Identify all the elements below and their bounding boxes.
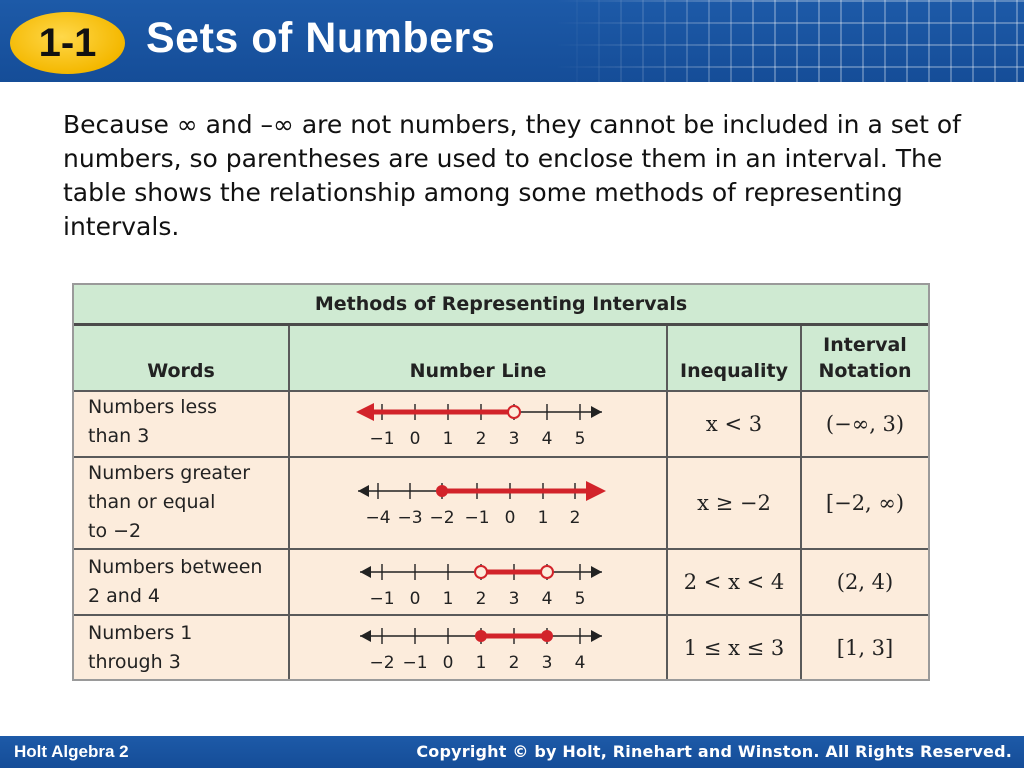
row-4-inequality: 1 ≤ x ≤ 3 [683, 636, 785, 660]
axis-arrow-right [591, 406, 602, 418]
tick-label: 5 [574, 429, 586, 449]
open-endpoint [541, 566, 553, 578]
tick-label: −1 [369, 429, 395, 449]
tick-label: 1 [442, 429, 454, 449]
tick-label: 3 [508, 429, 520, 449]
tick-label: 3 [541, 653, 553, 673]
footer-copyright: Copyright © by Holt, Rinehart and Winston. All Rights Reserved. [416, 742, 1012, 761]
header-bar [0, 0, 1024, 82]
axis-arrow-left [358, 485, 369, 497]
column-header-number-line: Number Line [290, 326, 666, 392]
footer-book-title: Holt Algebra 2 [14, 742, 129, 761]
column-header-interval-notation: Interval Notation [802, 326, 928, 392]
axis-arrow-right [591, 566, 602, 578]
tick-label: 4 [574, 653, 586, 673]
row-4-words: Numbers 1 through 3 [88, 622, 193, 673]
row-4-number-line [290, 616, 666, 680]
intro-paragraph: Because ∞ and –∞ are not numbers, they cannot be included in a set of numbers, so parentheses are used to enclose them in an interval. The table shows the relationship among some methods of representing intervals. [63, 110, 961, 241]
tick-label: 1 [537, 508, 549, 528]
row-2-inequality: x ≥ −2 [697, 491, 771, 515]
header-grid-decoration [554, 0, 1024, 82]
tick-label: −2 [369, 653, 395, 673]
tick-label: 1 [442, 589, 454, 609]
closed-endpoint [475, 630, 487, 642]
row-2-number-line [290, 465, 666, 545]
tick-label: 2 [508, 653, 520, 673]
tick-label: 4 [541, 589, 553, 609]
tick-label: 2 [475, 589, 487, 609]
row-2-interval: [−2, ∞) [825, 491, 905, 515]
tick-label: 3 [508, 589, 520, 609]
open-endpoint [475, 566, 487, 578]
ray-arrow-right [586, 481, 606, 501]
row-2-words: Numbers greater than or equal to −2 [88, 462, 251, 542]
tick-label: 0 [504, 508, 516, 528]
tick-label: 2 [475, 429, 487, 449]
tick-label: −1 [369, 589, 395, 609]
tick-label: 0 [442, 653, 454, 673]
row-1-interval: (−∞, 3) [825, 412, 905, 436]
open-endpoint [508, 406, 520, 418]
tick-label: −1 [402, 653, 428, 673]
row-3-words: Numbers between 2 and 4 [88, 556, 263, 607]
tick-label: 2 [569, 508, 581, 528]
footer-bar [0, 736, 1024, 768]
axis-arrow-right [591, 630, 602, 642]
row-1-number-line [290, 392, 666, 456]
tick-label: 5 [574, 589, 586, 609]
row-3-interval: (2, 4) [836, 570, 894, 594]
page-title: Sets of Numbers [146, 14, 496, 62]
tick-label: −2 [429, 508, 455, 528]
lesson-badge: 1-1 [10, 12, 125, 74]
tick-label: −1 [464, 508, 490, 528]
row-4-interval: [1, 3] [836, 636, 894, 660]
tick-label: −4 [365, 508, 391, 528]
axis-arrow-left [360, 566, 371, 578]
axis-arrow-left [360, 630, 371, 642]
row-3-inequality: 2 < x < 4 [683, 570, 785, 594]
tick-label: 4 [541, 429, 553, 449]
row-3-number-line [290, 550, 666, 614]
closed-endpoint [541, 630, 553, 642]
column-header-words: Words [74, 326, 288, 392]
tick-label: 0 [409, 589, 421, 609]
ray-arrow-left [356, 403, 374, 421]
row-1-inequality: x < 3 [705, 412, 763, 436]
intervals-table [72, 283, 930, 681]
closed-endpoint [436, 485, 448, 497]
row-1-words: Numbers less than 3 [88, 396, 218, 447]
tick-label: 0 [409, 429, 421, 449]
table-title: Methods of Representing Intervals [74, 285, 928, 326]
column-header-inequality: Inequality [668, 326, 800, 392]
tick-label: −3 [397, 508, 423, 528]
tick-label: 1 [475, 653, 487, 673]
